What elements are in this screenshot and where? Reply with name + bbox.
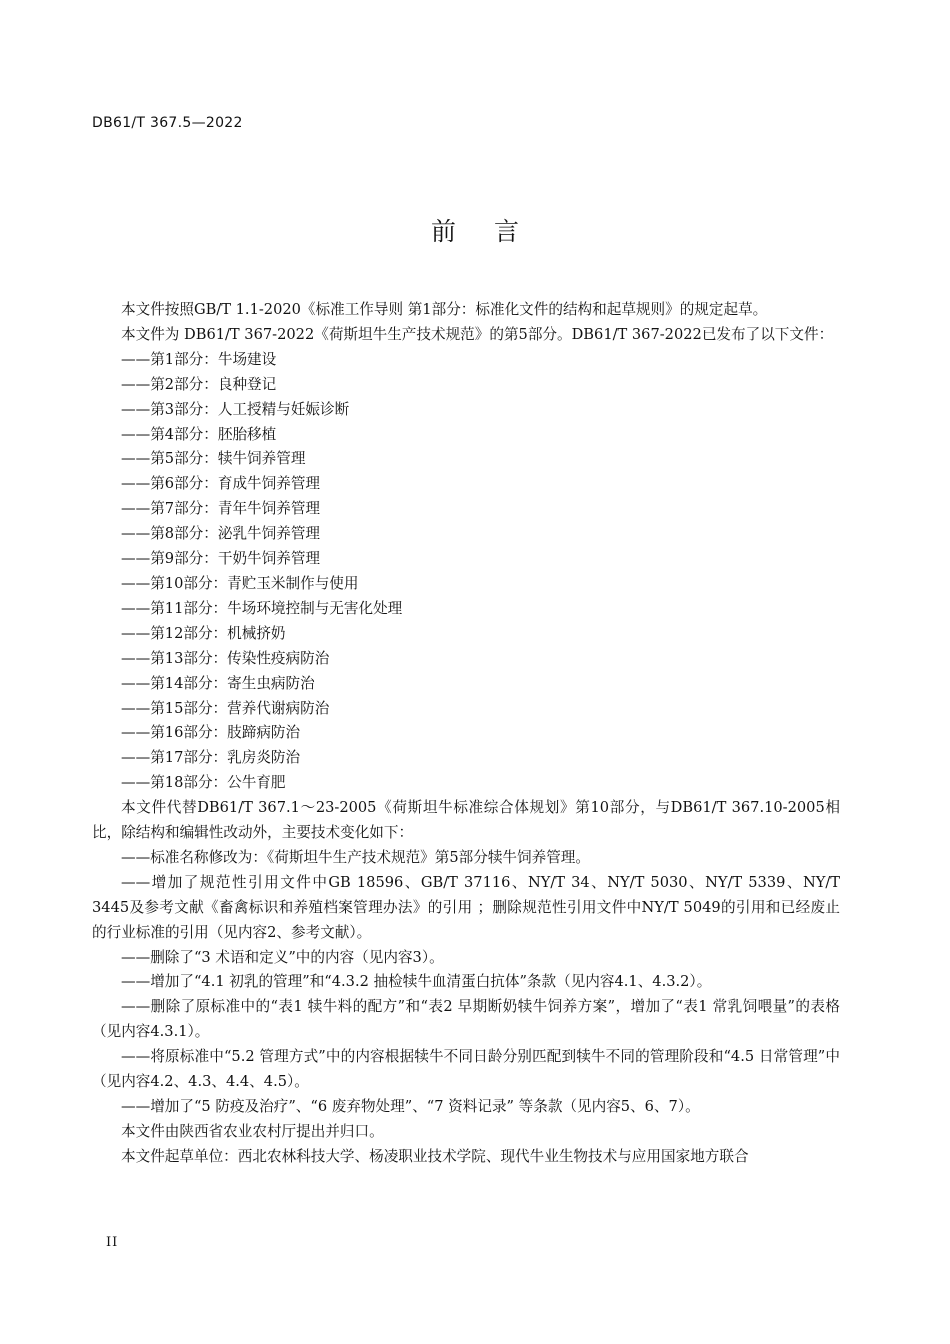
list-item: ——第18部分：公牛育肥 (121, 774, 286, 792)
list-item: ——第6部分：育成牛饲养管理 (121, 475, 321, 493)
intro-paragraph-2: 本文件为 DB61/T 367-2022《荷斯坦牛生产技术规范》的第5部分。DB61/T 367-2022已发布了以下文件： (121, 325, 834, 343)
intro-paragraph-1: 本文件按照GB/T 1.1-2020《标准工作导则 第1部分：标准化文件的结构和起草规则》的规定起草。 (121, 301, 768, 318)
preface-body (92, 298, 840, 1170)
page-title: 前言 (430, 217, 557, 246)
change-item: ——将原标准中“5.2 管理方式”中的内容根据犊牛不同日龄分别匹配到犊牛不同的管理阶段和“4.5 日常管理”中（见内容4.2、4.3、4.4、4.5）。 (92, 1048, 840, 1091)
document-code: DB61/T 367.5—2022 (92, 115, 243, 131)
change-item: ——标准名称修改为：《荷斯坦牛生产技术规范》第5部分犊牛饲养管理。 (121, 848, 590, 866)
replacement-paragraph: 本文件代替DB61/T 367.1～23-2005《荷斯坦牛标准综合体规划》第10部分，与DB61/T 367.10-2005相比，除结构和编辑性改动外，主要技术变化如下： (92, 799, 840, 842)
list-item: ——第4部分：胚胎移植 (121, 425, 277, 443)
list-item: ——第9部分：干奶牛饲养管理 (121, 550, 321, 568)
change-item: ——增加了“4.1 初乳的管理”和“4.3.2 抽检犊牛血清蛋白抗体”条款（见内容4.1、4.3.2）。 (121, 973, 712, 991)
list-item: ——第7部分：青年牛饲养管理 (121, 500, 321, 518)
drafting-units-paragraph: 本文件起草单位：西北农林科技大学、杨凌职业技术学院、现代牛业生物技术与应用国家地方联合 (121, 1147, 749, 1165)
change-item: ——删除了“3 术语和定义”中的内容（见内容3）。 (121, 948, 444, 966)
parts-list (92, 348, 840, 796)
list-item: ——第14部分：寄生虫病防治 (121, 674, 315, 692)
list-item: ——第15部分：营养代谢病防治 (121, 699, 330, 717)
list-item: ——第3部分：人工授精与妊娠诊断 (121, 400, 350, 418)
list-item: ——第10部分：青贮玉米制作与使用 (121, 574, 359, 592)
list-item: ——第11部分：牛场环境控制与无害化处理 (121, 599, 403, 617)
list-item: ——第12部分：机械挤奶 (121, 624, 286, 642)
list-item: ——第2部分：良种登记 (121, 375, 277, 393)
list-item: ——第8部分：泌乳牛饲养管理 (121, 525, 321, 543)
list-item: ——第17部分：乳房炎防治 (121, 749, 301, 767)
list-item: ——第13部分：传染性疫病防治 (121, 649, 330, 667)
list-item: ——第1部分：牛场建设 (121, 350, 277, 368)
changes-list (92, 846, 840, 1120)
page-number: II (106, 1235, 119, 1250)
list-item: ——第16部分：肢蹄病防治 (121, 724, 301, 742)
proposed-by-paragraph: 本文件由陕西省农业农村厅提出并归口。 (121, 1122, 384, 1140)
change-item: ——增加了规范性引用文件中GB 18596、GB/T 37116、NY/T 34、NY/T 5030、NY/T 5339、NY/T 3445及参考文献《畜禽标识和养殖档案管理办法》的引用 ；删除规范性引用文件中NY/T 5049的引用和已经废止的行业标准的引用（见内容2、参考文献）。 (92, 873, 840, 941)
change-item: ——增加了“5 防疫及治疗”、“6 废弃物处理”、“7 资料记录” 等条款（见内容5、6、7）。 (121, 1098, 700, 1115)
list-item: ——第5部分：犊牛饲养管理 (121, 450, 306, 468)
change-item: ——删除了原标准中的“表1 犊牛料的配方”和“表2 早期断奶犊牛饲养方案”，增加了“表1 常乳饲喂量”的表格（见内容4.3.1）。 (92, 998, 840, 1041)
